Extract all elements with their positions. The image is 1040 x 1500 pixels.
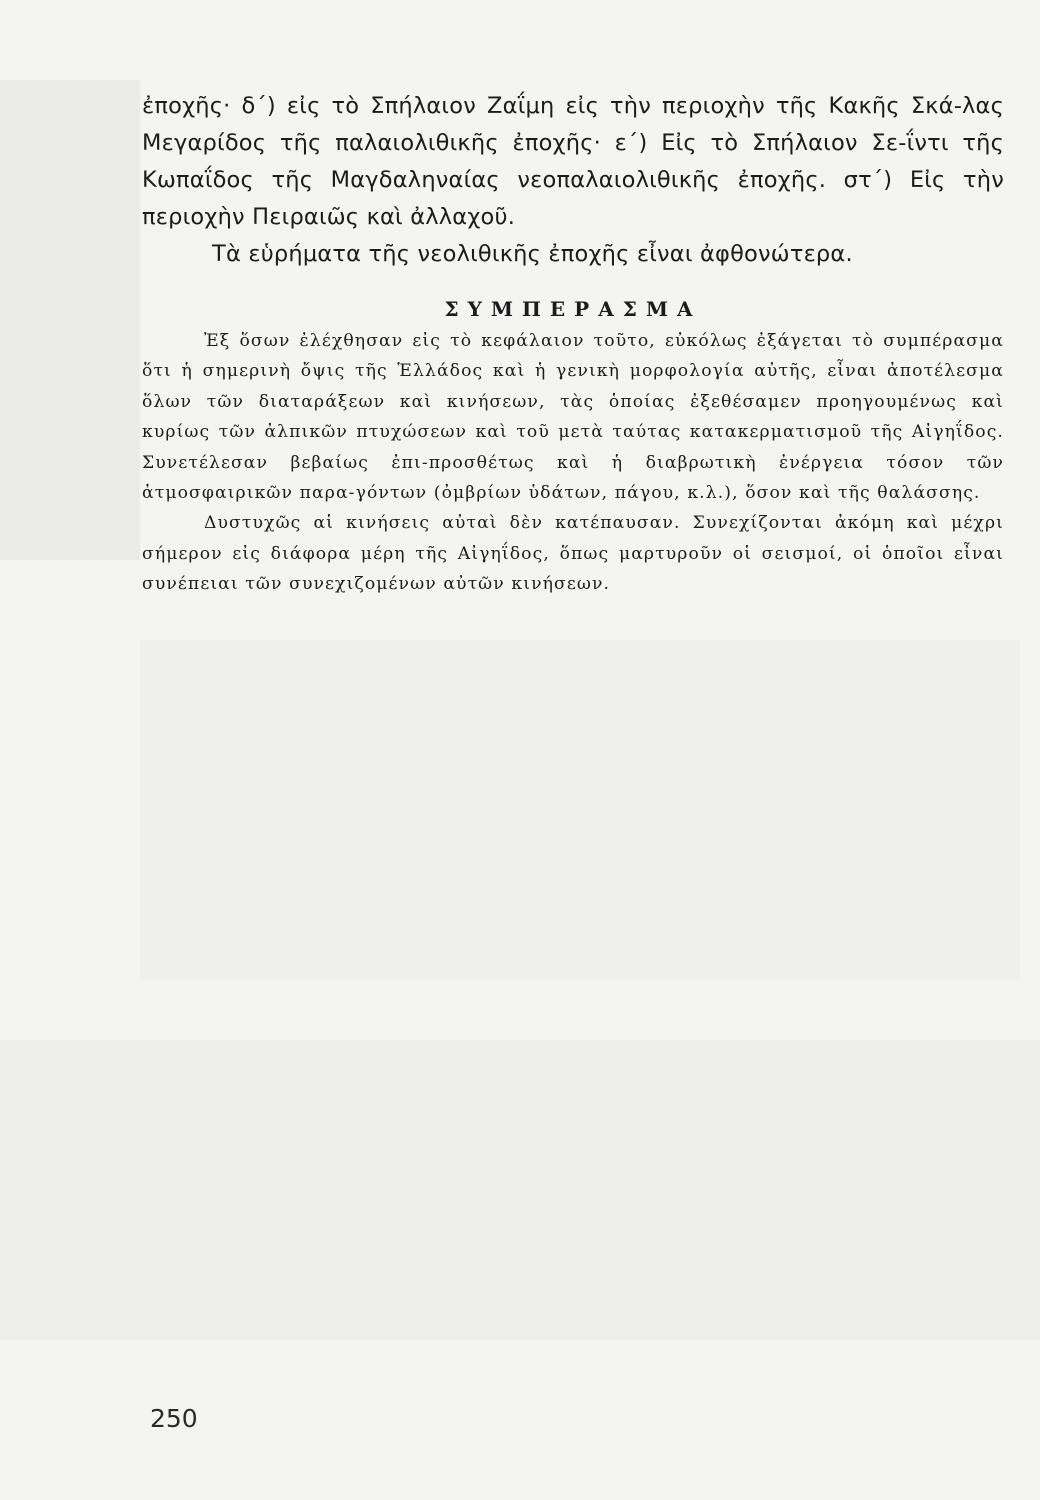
page-number: 250 <box>150 1404 198 1433</box>
bleed-through-shadow-lower <box>140 640 1020 980</box>
conclusion-paragraph-1: Ἐξ ὅσων ἐλέχθησαν εἰς τὸ κεφάλαιον τοῦτο, εὐκόλως ἐξάγεται τὸ συμπέρασμα ὅτι ἡ σημερινὴ ὄψις τῆς Ἑλλάδος καὶ ἡ γενικὴ μορφολογία αὐτῆς, εἶναι ἀποτέλεσμα ὅλων τῶν διαταράξεων καὶ κινήσεων, τὰς ὁποίας ἐξεθέσαμεν προηγουμένως καὶ κυρίως τῶν ἀλπικῶν πτυχώσεων καὶ τοῦ μετὰ ταύτας κατακερματισμοῦ τῆς Αἰγηΐδος. Συνετέλεσαν βεβαίως ἐπι-προσθέτως καὶ ἡ διαβρωτικὴ ἐνέργεια τόσον τῶν ἀτμοσφαιρικῶν παρα-γόντων (ὀμβρίων ὑδάτων, πάγου, κ.λ.), ὅσον καὶ τῆς θαλάσσης. <box>142 331 1004 504</box>
conclusion-text <box>142 326 1004 600</box>
intro-paragraph-1: ἐποχῆς· δ΄) εἰς τὸ Σπήλαιον Ζαΐμη εἰς τὴν περιοχὴν τῆς Κακῆς Σκά-λας Μεγαρίδος τῆς παλαιολιθικῆς ἐποχῆς· ε΄) Εἰς τὸ Σπήλαιον Σε-ΐντι τῆς Κωπαΐδος τῆς Μαγδαληναίας νεοπαλαιολιθικῆς ἐποχῆς. στ΄) Εἰς τὴν περιοχὴν Πειραιῶς καὶ ἀλλαχοῦ. <box>142 93 1004 230</box>
bleed-through-shadow-left <box>0 80 140 560</box>
conclusion-paragraph-2: Δυστυχῶς αἱ κινήσεις αὐταὶ δὲν κατέπαυσαν. Συνεχίζονται ἀκόμη καὶ μέχρι σήμερον εἰς διάφορα μέρη τῆς Αἰγηΐδος, ὅπως μαρτυροῦν οἱ σεισμοί, οἱ ὁποῖοι εἶναι συνέπειαι τῶν συνεχιζομένων αὐτῶν κινήσεων. <box>142 513 1004 595</box>
bleed-through-figures <box>0 1040 1040 1340</box>
intro-text <box>142 88 1004 273</box>
section-heading: ΣΥΜΠΕΡΑΣΜΑ <box>444 297 702 321</box>
intro-paragraph-2: Τὰ εὑρήματα τῆς νεολιθικῆς ἐποχῆς εἶναι ἀφθονώτερα. <box>212 241 853 267</box>
